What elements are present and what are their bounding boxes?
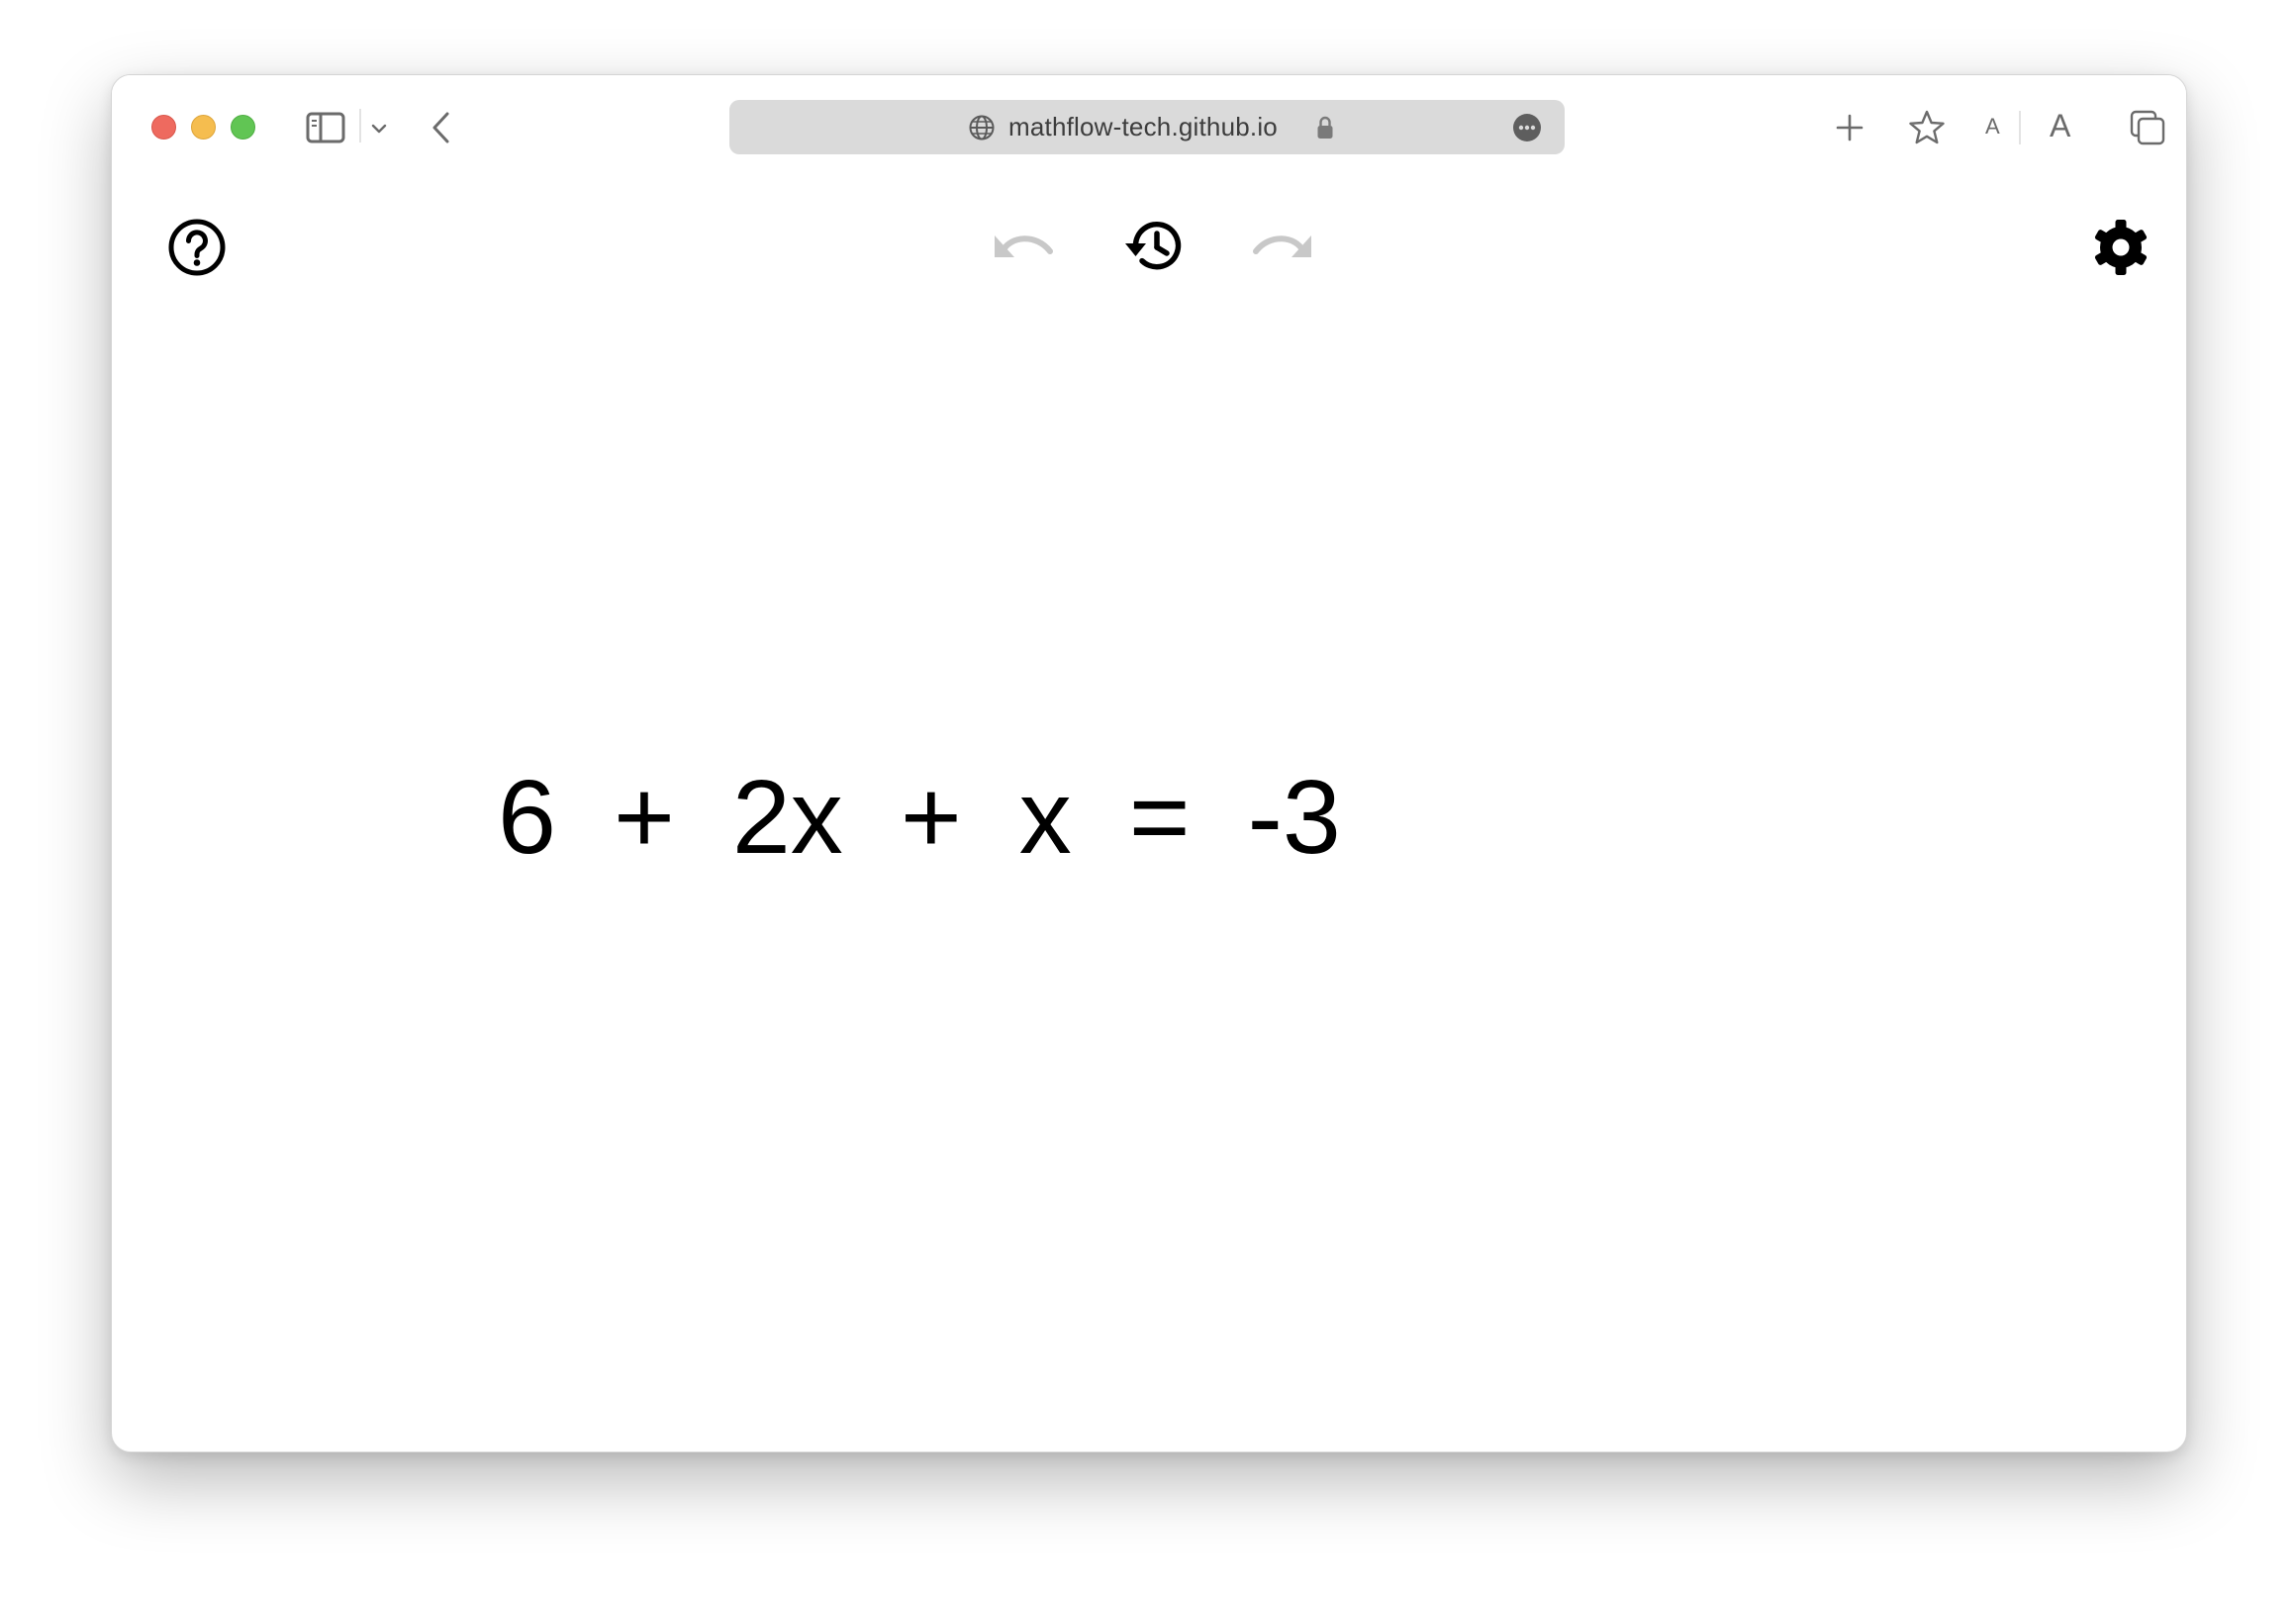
equation-operator[interactable]: + (900, 758, 962, 876)
equation-term[interactable]: 2x (731, 758, 843, 876)
maximize-window-button[interactable] (231, 115, 255, 140)
equals-sign[interactable]: = (1128, 758, 1191, 876)
bookmark-star-icon[interactable] (1905, 106, 1949, 149)
equation-term[interactable]: 6 (498, 758, 556, 876)
back-arrow-icon[interactable] (427, 108, 456, 147)
decrease-text-size-button[interactable]: A (1985, 114, 2000, 139)
equation-operator[interactable]: + (613, 758, 675, 876)
chevron-down-icon[interactable] (367, 117, 391, 141)
new-tab-icon[interactable] (1830, 108, 1869, 147)
toolbar-separator (2019, 111, 2021, 144)
sidebar-toggle-icon[interactable] (304, 108, 347, 147)
redo-icon (1248, 216, 1315, 275)
browser-toolbar (112, 75, 2186, 180)
browser-window (111, 74, 2187, 1453)
close-window-button[interactable] (151, 115, 176, 140)
address-bar[interactable] (729, 100, 1565, 154)
equation (498, 758, 1341, 877)
equation-term[interactable]: -3 (1247, 758, 1341, 876)
toolbar-separator (359, 109, 361, 142)
tab-overview-icon[interactable] (2127, 107, 2168, 148)
url-text: mathflow-tech.github.io (1008, 112, 1278, 141)
equation-term[interactable]: x (1018, 758, 1072, 876)
globe-icon (967, 113, 997, 142)
lock-icon (1313, 113, 1337, 142)
settings-gear-icon[interactable] (2089, 216, 2152, 279)
help-icon[interactable] (165, 216, 229, 279)
more-options-icon[interactable] (1511, 112, 1543, 143)
history-icon[interactable] (1121, 212, 1189, 279)
minimize-window-button[interactable] (191, 115, 216, 140)
undo-icon (991, 216, 1058, 275)
increase-text-size-button[interactable]: A (2050, 108, 2071, 143)
